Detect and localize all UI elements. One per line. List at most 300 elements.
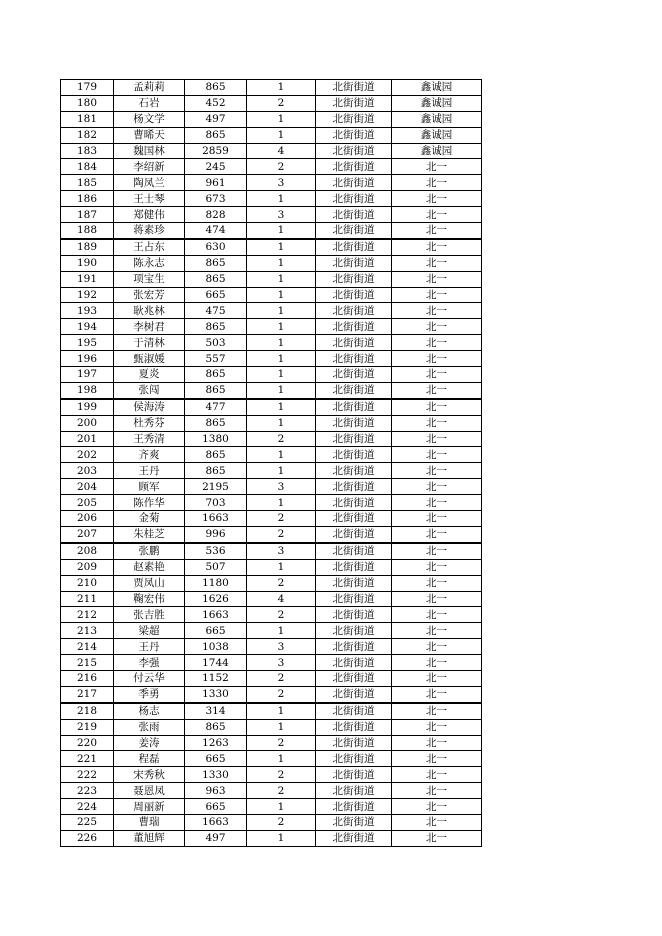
- street-cell: 北街街道: [316, 175, 392, 191]
- name-cell: 张宏芳: [114, 287, 185, 303]
- table-row: [61, 127, 482, 143]
- community-cell: 北一: [392, 431, 482, 447]
- count-cell: 2: [247, 670, 316, 686]
- row-number-cell: 183: [61, 143, 114, 159]
- name-cell: 于清林: [114, 335, 185, 351]
- amount-cell: 1038: [185, 639, 247, 655]
- community-cell: 北一: [392, 591, 482, 607]
- community-cell: 北一: [392, 415, 482, 431]
- name-cell: 季勇: [114, 686, 185, 702]
- table-row: [61, 239, 482, 255]
- table-row: [61, 351, 482, 367]
- street-cell: 北街街道: [316, 670, 392, 686]
- street-cell: 北街街道: [316, 719, 392, 735]
- count-cell: 1: [247, 351, 316, 367]
- row-number-cell: 180: [61, 95, 114, 111]
- count-cell: 1: [247, 239, 316, 255]
- amount-cell: 865: [185, 271, 247, 287]
- amount-cell: 665: [185, 623, 247, 639]
- amount-cell: 865: [185, 415, 247, 431]
- community-cell: 北一: [392, 543, 482, 559]
- amount-cell: 828: [185, 207, 247, 223]
- amount-cell: 865: [185, 463, 247, 479]
- street-cell: 北街街道: [316, 799, 392, 815]
- name-cell: 侯海涛: [114, 399, 185, 415]
- amount-cell: 503: [185, 335, 247, 351]
- street-cell: 北街街道: [316, 382, 392, 398]
- row-number-cell: 200: [61, 415, 114, 431]
- amount-cell: 665: [185, 287, 247, 303]
- amount-cell: 865: [185, 447, 247, 463]
- community-cell: 北一: [392, 351, 482, 367]
- amount-cell: 665: [185, 799, 247, 815]
- amount-cell: 1180: [185, 575, 247, 591]
- street-cell: 北街街道: [316, 479, 392, 495]
- street-cell: 北街街道: [316, 686, 392, 702]
- street-cell: 北街街道: [316, 703, 392, 719]
- community-cell: 北一: [392, 767, 482, 783]
- table-row: [61, 207, 482, 223]
- street-cell: 北街街道: [316, 607, 392, 623]
- table-row: [61, 830, 482, 846]
- street-cell: 北街街道: [316, 159, 392, 175]
- name-cell: 顾军: [114, 479, 185, 495]
- table-row: [61, 175, 482, 191]
- amount-cell: 1330: [185, 686, 247, 702]
- row-number-cell: 186: [61, 191, 114, 207]
- name-cell: 金菊: [114, 511, 185, 527]
- table-row: [61, 255, 482, 271]
- count-cell: 1: [247, 287, 316, 303]
- table-row: [61, 447, 482, 463]
- community-cell: 鑫诚园: [392, 95, 482, 111]
- street-cell: 北街街道: [316, 207, 392, 223]
- street-cell: 北街街道: [316, 191, 392, 207]
- row-number-cell: 207: [61, 526, 114, 542]
- count-cell: 1: [247, 799, 316, 815]
- amount-cell: 1380: [185, 431, 247, 447]
- count-cell: 2: [247, 783, 316, 799]
- table-row: [61, 623, 482, 639]
- community-cell: 鑫诚园: [392, 80, 482, 96]
- amount-cell: 865: [185, 255, 247, 271]
- name-cell: 杨文学: [114, 111, 185, 127]
- count-cell: 1: [247, 127, 316, 143]
- count-cell: 1: [247, 463, 316, 479]
- table-row: [61, 655, 482, 671]
- table-row: [61, 735, 482, 751]
- name-cell: 王士琴: [114, 191, 185, 207]
- community-cell: 北一: [392, 175, 482, 191]
- name-cell: 王丹: [114, 639, 185, 655]
- community-cell: 北一: [392, 703, 482, 719]
- street-cell: 北街街道: [316, 559, 392, 575]
- row-number-cell: 219: [61, 719, 114, 735]
- row-number-cell: 226: [61, 830, 114, 846]
- community-cell: 北一: [392, 303, 482, 319]
- amount-cell: 507: [185, 559, 247, 575]
- table-row: [61, 303, 482, 319]
- name-cell: 石岩: [114, 95, 185, 111]
- row-number-cell: 222: [61, 767, 114, 783]
- count-cell: 2: [247, 686, 316, 702]
- row-number-cell: 181: [61, 111, 114, 127]
- row-number-cell: 194: [61, 319, 114, 335]
- street-cell: 北街街道: [316, 255, 392, 271]
- row-number-cell: 221: [61, 751, 114, 767]
- table-row: [61, 223, 482, 239]
- table-row: [61, 319, 482, 335]
- table-row: [61, 639, 482, 655]
- amount-cell: 497: [185, 830, 247, 846]
- row-number-cell: 189: [61, 239, 114, 255]
- table-row: [61, 686, 482, 702]
- count-cell: 1: [247, 623, 316, 639]
- street-cell: 北街街道: [316, 111, 392, 127]
- count-cell: 4: [247, 143, 316, 159]
- name-cell: 杜秀芬: [114, 415, 185, 431]
- row-number-cell: 184: [61, 159, 114, 175]
- community-cell: 北一: [392, 751, 482, 767]
- name-cell: 孟莉莉: [114, 80, 185, 96]
- name-cell: 程磊: [114, 751, 185, 767]
- name-cell: 曹瑞: [114, 814, 185, 830]
- name-cell: 陈作华: [114, 495, 185, 511]
- count-cell: 2: [247, 814, 316, 830]
- table-row: [61, 367, 482, 383]
- count-cell: 2: [247, 526, 316, 542]
- row-number-cell: 187: [61, 207, 114, 223]
- street-cell: 北街街道: [316, 447, 392, 463]
- count-cell: 1: [247, 223, 316, 239]
- community-cell: 北一: [392, 686, 482, 702]
- row-number-cell: 197: [61, 367, 114, 383]
- row-number-cell: 209: [61, 559, 114, 575]
- street-cell: 北街街道: [316, 735, 392, 751]
- data-table: [60, 79, 482, 847]
- street-cell: 北街街道: [316, 239, 392, 255]
- table-row: [61, 559, 482, 575]
- count-cell: 1: [247, 367, 316, 383]
- amount-cell: 1663: [185, 511, 247, 527]
- table-row: [61, 95, 482, 111]
- row-number-cell: 211: [61, 591, 114, 607]
- row-number-cell: 199: [61, 399, 114, 415]
- row-number-cell: 215: [61, 655, 114, 671]
- table-row: [61, 287, 482, 303]
- name-cell: 蒋素珍: [114, 223, 185, 239]
- name-cell: 王丹: [114, 463, 185, 479]
- count-cell: 1: [247, 255, 316, 271]
- row-number-cell: 213: [61, 623, 114, 639]
- street-cell: 北街街道: [316, 127, 392, 143]
- count-cell: 1: [247, 559, 316, 575]
- amount-cell: 1263: [185, 735, 247, 751]
- street-cell: 北街街道: [316, 639, 392, 655]
- amount-cell: 557: [185, 351, 247, 367]
- name-cell: 姜涛: [114, 735, 185, 751]
- count-cell: 1: [247, 319, 316, 335]
- table-row: [61, 479, 482, 495]
- table-row: [61, 543, 482, 559]
- table-row: [61, 783, 482, 799]
- count-cell: 3: [247, 479, 316, 495]
- name-cell: 杨志: [114, 703, 185, 719]
- community-cell: 北一: [392, 830, 482, 846]
- name-cell: 陈永志: [114, 255, 185, 271]
- community-cell: 北一: [392, 495, 482, 511]
- name-cell: 夏炎: [114, 367, 185, 383]
- count-cell: 3: [247, 543, 316, 559]
- community-cell: 北一: [392, 335, 482, 351]
- street-cell: 北街街道: [316, 415, 392, 431]
- table-row: [61, 80, 482, 96]
- name-cell: 周丽新: [114, 799, 185, 815]
- amount-cell: 477: [185, 399, 247, 415]
- name-cell: 项宝生: [114, 271, 185, 287]
- community-cell: 北一: [392, 607, 482, 623]
- name-cell: 朱桂芝: [114, 526, 185, 542]
- name-cell: 郑健伟: [114, 207, 185, 223]
- row-number-cell: 188: [61, 223, 114, 239]
- amount-cell: 452: [185, 95, 247, 111]
- table-row: [61, 415, 482, 431]
- table-row: [61, 511, 482, 527]
- count-cell: 2: [247, 575, 316, 591]
- street-cell: 北街街道: [316, 623, 392, 639]
- name-cell: 张雨: [114, 719, 185, 735]
- table-row: [61, 767, 482, 783]
- amount-cell: 665: [185, 751, 247, 767]
- row-number-cell: 204: [61, 479, 114, 495]
- table-row: [61, 575, 482, 591]
- community-cell: 北一: [392, 511, 482, 527]
- table-row: [61, 143, 482, 159]
- amount-cell: 963: [185, 783, 247, 799]
- amount-cell: 1663: [185, 814, 247, 830]
- amount-cell: 245: [185, 159, 247, 175]
- count-cell: 3: [247, 207, 316, 223]
- count-cell: 2: [247, 159, 316, 175]
- community-cell: 北一: [392, 463, 482, 479]
- row-number-cell: 205: [61, 495, 114, 511]
- street-cell: 北街街道: [316, 95, 392, 111]
- name-cell: 付云华: [114, 670, 185, 686]
- amount-cell: 865: [185, 80, 247, 96]
- street-cell: 北街街道: [316, 431, 392, 447]
- amount-cell: 1663: [185, 607, 247, 623]
- row-number-cell: 224: [61, 799, 114, 815]
- row-number-cell: 220: [61, 735, 114, 751]
- street-cell: 北街街道: [316, 335, 392, 351]
- community-cell: 北一: [392, 719, 482, 735]
- community-cell: 北一: [392, 799, 482, 815]
- street-cell: 北街街道: [316, 511, 392, 527]
- count-cell: 2: [247, 735, 316, 751]
- name-cell: 张闯: [114, 382, 185, 398]
- row-number-cell: 198: [61, 382, 114, 398]
- amount-cell: 865: [185, 719, 247, 735]
- street-cell: 北街街道: [316, 767, 392, 783]
- table-row: [61, 591, 482, 607]
- table-row: [61, 526, 482, 542]
- table-row: [61, 814, 482, 830]
- count-cell: 2: [247, 767, 316, 783]
- name-cell: 王占东: [114, 239, 185, 255]
- count-cell: 1: [247, 191, 316, 207]
- row-number-cell: 225: [61, 814, 114, 830]
- count-cell: 1: [247, 415, 316, 431]
- row-number-cell: 206: [61, 511, 114, 527]
- count-cell: 4: [247, 591, 316, 607]
- street-cell: 北街街道: [316, 319, 392, 335]
- count-cell: 3: [247, 655, 316, 671]
- community-cell: 北一: [392, 447, 482, 463]
- name-cell: 李强: [114, 655, 185, 671]
- count-cell: 2: [247, 511, 316, 527]
- community-cell: 鑫诚园: [392, 143, 482, 159]
- count-cell: 1: [247, 382, 316, 398]
- street-cell: 北街街道: [316, 495, 392, 511]
- community-cell: 北一: [392, 655, 482, 671]
- table-row: [61, 799, 482, 815]
- count-cell: 1: [247, 335, 316, 351]
- amount-cell: 865: [185, 382, 247, 398]
- row-number-cell: 193: [61, 303, 114, 319]
- amount-cell: 2859: [185, 143, 247, 159]
- row-number-cell: 196: [61, 351, 114, 367]
- table-row: [61, 111, 482, 127]
- street-cell: 北街街道: [316, 143, 392, 159]
- name-cell: 张吉胜: [114, 607, 185, 623]
- community-cell: 北一: [392, 639, 482, 655]
- street-cell: 北街街道: [316, 223, 392, 239]
- name-cell: 王秀清: [114, 431, 185, 447]
- row-number-cell: 202: [61, 447, 114, 463]
- street-cell: 北街街道: [316, 591, 392, 607]
- street-cell: 北街街道: [316, 463, 392, 479]
- count-cell: 1: [247, 495, 316, 511]
- street-cell: 北街街道: [316, 399, 392, 415]
- row-number-cell: 203: [61, 463, 114, 479]
- count-cell: 1: [247, 719, 316, 735]
- community-cell: 北一: [392, 559, 482, 575]
- name-cell: 魏国林: [114, 143, 185, 159]
- amount-cell: 865: [185, 319, 247, 335]
- name-cell: 张鹏: [114, 543, 185, 559]
- table-row: [61, 271, 482, 287]
- table-row: [61, 335, 482, 351]
- row-number-cell: 218: [61, 703, 114, 719]
- table-row: [61, 463, 482, 479]
- amount-cell: 536: [185, 543, 247, 559]
- table-row: [61, 751, 482, 767]
- amount-cell: 630: [185, 239, 247, 255]
- count-cell: 1: [247, 399, 316, 415]
- community-cell: 北一: [392, 207, 482, 223]
- amount-cell: 1626: [185, 591, 247, 607]
- count-cell: 1: [247, 447, 316, 463]
- name-cell: 宋秀秋: [114, 767, 185, 783]
- amount-cell: 2195: [185, 479, 247, 495]
- community-cell: 北一: [392, 783, 482, 799]
- row-number-cell: 195: [61, 335, 114, 351]
- amount-cell: 703: [185, 495, 247, 511]
- row-number-cell: 182: [61, 127, 114, 143]
- count-cell: 1: [247, 271, 316, 287]
- community-cell: 北一: [392, 287, 482, 303]
- community-cell: 北一: [392, 382, 482, 398]
- count-cell: 3: [247, 175, 316, 191]
- street-cell: 北街街道: [316, 830, 392, 846]
- table-row: [61, 670, 482, 686]
- street-cell: 北街街道: [316, 575, 392, 591]
- name-cell: 董旭辉: [114, 830, 185, 846]
- street-cell: 北街街道: [316, 303, 392, 319]
- table-row: [61, 399, 482, 415]
- amount-cell: 1744: [185, 655, 247, 671]
- name-cell: 聂恩凤: [114, 783, 185, 799]
- amount-cell: 1330: [185, 767, 247, 783]
- row-number-cell: 216: [61, 670, 114, 686]
- table-row: [61, 495, 482, 511]
- table-body: [61, 80, 482, 847]
- table-row: [61, 382, 482, 398]
- name-cell: 齐爽: [114, 447, 185, 463]
- row-number-cell: 179: [61, 80, 114, 96]
- community-cell: 北一: [392, 670, 482, 686]
- street-cell: 北街街道: [316, 814, 392, 830]
- community-cell: 北一: [392, 191, 482, 207]
- count-cell: 1: [247, 751, 316, 767]
- name-cell: 陶凤兰: [114, 175, 185, 191]
- table-row: [61, 703, 482, 719]
- street-cell: 北街街道: [316, 367, 392, 383]
- row-number-cell: 185: [61, 175, 114, 191]
- community-cell: 北一: [392, 623, 482, 639]
- row-number-cell: 223: [61, 783, 114, 799]
- community-cell: 北一: [392, 526, 482, 542]
- row-number-cell: 192: [61, 287, 114, 303]
- count-cell: 1: [247, 830, 316, 846]
- street-cell: 北街街道: [316, 655, 392, 671]
- street-cell: 北街街道: [316, 287, 392, 303]
- table-row: [61, 431, 482, 447]
- row-number-cell: 201: [61, 431, 114, 447]
- community-cell: 鑫诚园: [392, 111, 482, 127]
- count-cell: 2: [247, 95, 316, 111]
- amount-cell: 961: [185, 175, 247, 191]
- row-number-cell: 190: [61, 255, 114, 271]
- street-cell: 北街街道: [316, 783, 392, 799]
- table-row: [61, 159, 482, 175]
- name-cell: 李绍新: [114, 159, 185, 175]
- name-cell: 甄淑媛: [114, 351, 185, 367]
- community-cell: 北一: [392, 814, 482, 830]
- street-cell: 北街街道: [316, 351, 392, 367]
- amount-cell: 673: [185, 191, 247, 207]
- row-number-cell: 217: [61, 686, 114, 702]
- name-cell: 李树君: [114, 319, 185, 335]
- name-cell: 梁超: [114, 623, 185, 639]
- count-cell: 2: [247, 431, 316, 447]
- community-cell: 北一: [392, 319, 482, 335]
- community-cell: 北一: [392, 735, 482, 751]
- community-cell: 北一: [392, 223, 482, 239]
- name-cell: 贾凤山: [114, 575, 185, 591]
- table-row: [61, 607, 482, 623]
- table-row: [61, 719, 482, 735]
